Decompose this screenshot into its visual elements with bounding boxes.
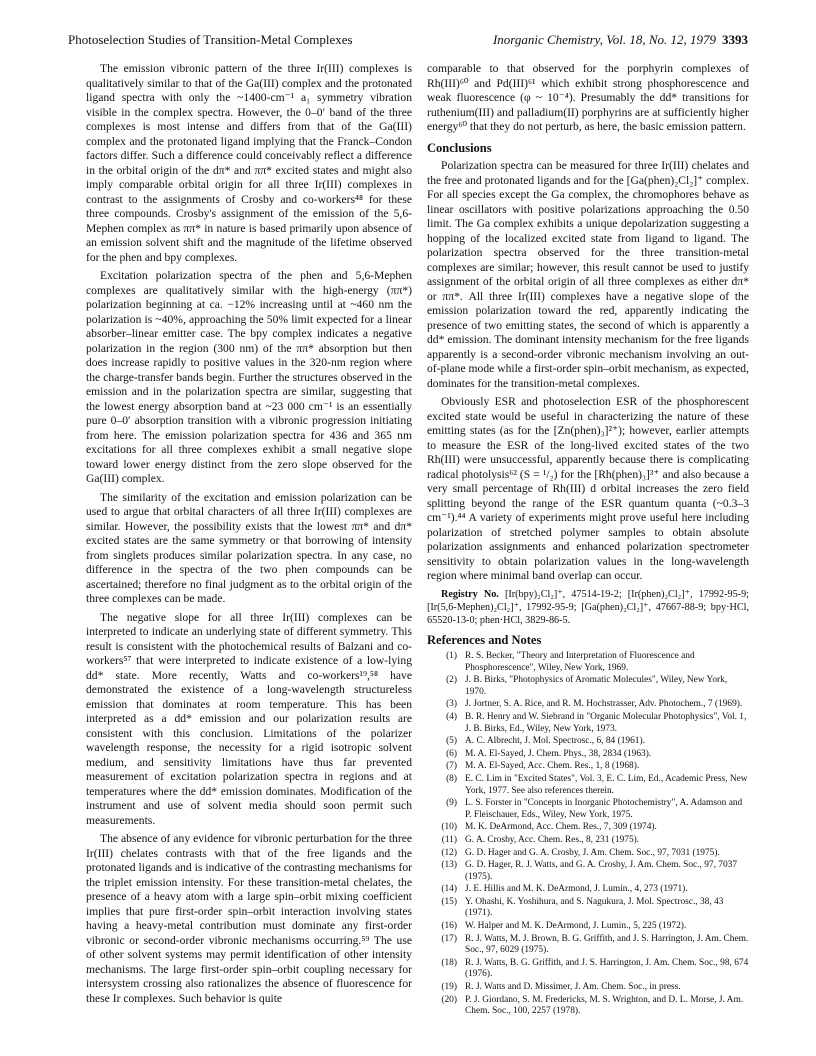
paragraph: Obviously ESR and photoselection ESR of the phosphorescent excited state would be useful in characterizing the nature of these emitting states (as for the [Zn(phen)₃]²⁺); however, earlier attempts to measure the ESR of the long-lived excited states of the two Rh(III) were unsuccessful, apparently because there is complicating radical photolysis⁶² (S = ¹/₂) for the [Rh(phen)₃]³⁺ and also because a very small percentage of Rh(III) d orbital increases the zero field splitting beyond the range of the ESR quantum quanta (~0.3–3 cm⁻¹).⁴⁴ A variety of experiments might prove useful here including polarization of stretched polymer samples to obtain absolute polarization assignments and enhanced polarization spectrometer sensitivity to obtain polarization values in the long-wavelength region where minimal band overlap can occur.: [427, 395, 749, 582]
reference-number: (1): [446, 651, 457, 661]
paragraph: Excitation polarization spectra of the phen and 5,6-Mephen complexes are qualitatively similar with the high-energy (ππ*) polarization beginning at ca. −12% increasing until at ~460 nm the polarization is ~40%, approaching the 50% limit expected for a linear absorber–linear emitter case. The bpy complex indicates a negative polarization in the region (300 nm) of the ππ* absorption but then does increase rapidly to positive values in the 320-nm region where the charge-transfer bands begin. Further the structures observed in the emission and in the polarization spectra are similar, suggesting that the lowest energy absorption band at ~23 000 cm⁻¹ is an essentially pure 0–0′ absorption transition with a vibronic progression initiating from here. The emission polarization spectra for 436 and 365 nm excitations for all three complexes exhibit a small negative slope toward lower energy distinct from the zero slope observed for the Ga(III) complex.: [86, 269, 412, 485]
right-column: [427, 62, 749, 1019]
reference-item: [427, 736, 749, 748]
reference-text: G. D. Hager, R. J. Watts, and G. A. Crosby, J. Am. Chem. Soc., 97, 7037 (1975).: [465, 860, 738, 882]
reference-text: Y. Ohashi, K. Yoshihura, and S. Nagukura, J. Mol. Spectrosc., 38, 43 (1971).: [465, 896, 724, 919]
reference-text: W. Halper and M. K. DeArmond, J. Lumin., 5, 225 (1972).: [465, 921, 687, 932]
reference-number: (8): [446, 773, 457, 784]
registry-text: [Ir(bpy)₂Cl₂]⁺, 47514-19-2; [Ir(phen)₂Cl₂]⁺, 17992-95-9; [Ir(5,6-Mephen)₂Cl₂]⁺, 17992-95-9; [Ga(phen)₂Cl₂]⁺, 47667-88-9; bpy·HCl, 65520-13-0; phen·HCl, 3829-86-5.: [427, 588, 749, 626]
registry-numbers: [427, 588, 749, 627]
paragraph: The negative slope for all three Ir(III) complexes can be interpreted to indicate an underlying state of different symmetry. This result is consistent with the photochemical results of Balzani and co-workers⁵⁷ that were interpreted to indicate existence of a low-lying dd* state. More recently, Watts and co-workers¹⁹,⁵⁸ have demonstrated the existence of a long-wavelength structureless emission that dominates at room temperature. This has been interpreted as a dd* emission and our polarization results are consistent with this conclusion. Limitations of the polarizer wavelength response, the necessity for a rigid isotropic solvent medium, and sensitivity limitations have thus far prevented measurement of excitation polarization spectra in regions and at temperatures where the dd* emission dominates. Modification of the instrument and use of solvent media should soon permit such measurements.: [86, 610, 412, 827]
reference-text: G. A. Crosby, Acc. Chem. Res., 8, 231 (1975).: [465, 834, 640, 845]
reference-text: M. A. El-Sayed, Acc. Chem. Res., 1, 8 (1968).: [465, 761, 640, 772]
reference-item: [427, 675, 749, 698]
reference-text: J. B. Birks, "Photophysics of Aromatic Molecules", Wiley, New York, 1970.: [465, 675, 728, 697]
reference-item: [427, 921, 749, 933]
paragraph: The similarity of the excitation and emission polarization can be used to argue that orbital characters of all three Ir(III) complexes are similar. However, the possibility exists that the lowest ππ* and dπ* excited states are the same symmetry or that borrowing of intensity from singlets produces similar polarization spectra. In any case, no difference in the spectra of the two phen compounds can be ascertained; therefore no final judgment as to the orbital origin of the three complexes can be made.: [86, 490, 412, 605]
reference-number: (17): [441, 933, 457, 944]
page-number: 3393: [722, 32, 748, 47]
reference-item: [427, 884, 749, 896]
reference-item: [427, 848, 749, 860]
reference-item: [427, 798, 749, 821]
left-column: [86, 62, 412, 1010]
paragraph: Polarization spectra can be measured for three Ir(III) chelates and the free and protonated ligands and for the [Ga(phen)₂Cl₂]⁺ complex. For all species except the Ga complex, the chromophores behave as linear oscillators with positive polarizations approaching the 0.50 limit. The Ga complex exhibits a unique depolarization suggesting a hopping of the localized excited state from ligand to ligand. The polarization spectra observed for the three transition-metal complexes are similar; however, this result cannot be used to justify assignment of the orbital origin of all three complexes as either dπ* or ππ*. All three Ir(III) complexes have a negative slope of the emission polarization toward the red, apparently indicating the presence of two emitting states, the second of which is apparently a dd* emission. The dominant intensity mechanism for the free ligands apparently is a second-order vibronic mechanism involving an out-of-plane mode while a first-order spin–orbit mechanism, as expected, dominates for the transition-metal complexes.: [427, 159, 749, 390]
reference-number: (13): [441, 860, 457, 871]
reference-number: (3): [446, 699, 457, 710]
reference-number: (20): [441, 994, 457, 1005]
paragraph: The emission vibronic pattern of the three Ir(III) complexes is qualitatively similar to that of the Ga(III) complex and the protonated ligand spectra with only the ~1400-cm⁻¹ a₁ symmetry vibration visible in the complex spectra. However, the 0–0′ band of the three complexes is most intense and differs from that of the Ga(III) complex and the protonated ligand implying that the Franck–Condon factors differ. Such a difference could conceivably reflect a difference in the orbital origin of the dπ* and ππ* excited states and might also imply comparable orbital origin for all three Ir(III) complexes in contrast to the assignments of Crosby and co-workers⁴⁸ for these three compounds. Crosby's assignment of the emission of the 5,6-Mephen complex as ππ* in nature is based primarily upon absence of an emission solvent shift and the magnitude of the lifetime observed for the phen and bpy complexes.: [86, 62, 412, 264]
reference-item: [427, 995, 749, 1018]
reference-item: [427, 958, 749, 981]
reference-number: (7): [446, 761, 457, 772]
reference-text: R. J. Watts, M. J. Brown, B. G. Griffith, and J. S. Harrington, J. Am. Chem. Soc., 97, 6029 (1975).: [465, 933, 749, 956]
reference-number: (4): [446, 711, 457, 722]
reference-item: [427, 897, 749, 920]
reference-number: (10): [441, 822, 457, 833]
reference-number: (6): [446, 748, 457, 759]
reference-number: (19): [441, 982, 457, 993]
reference-item: [427, 860, 749, 883]
reference-number: (18): [441, 957, 457, 968]
paragraph: The absence of any evidence for vibronic perturbation for the three Ir(III) chelates contrasts with that of the free ligands and the protonated ligands and is indicative of the contrasting mechanisms for the triplet emission intensity. For these transition-metal chelates, the presence of a heavy atom with a large spin–orbit mixing coefficient implies that pure first-order spin–orbit interaction involving states having a heavy-metal contribution must dominate any first-order vibronic or second-order vibronic mechanisms occurring.⁵⁹ The use of other solvent systems may permit identification of other intensity mechanisms. The large first-order spin–orbit coupling necessary for intersystem crossing also rationalizes the absence of fluorescence for these Ir complexes. Such behavior is quite: [86, 832, 412, 1005]
reference-number: (16): [441, 921, 457, 932]
conclusions-heading: Conclusions: [427, 140, 492, 155]
reference-item: [427, 651, 749, 674]
reference-text: R. S. Becker, "Theory and Interpretation of Fluorescence and Phosphorescence", Wiley, New York, 1969.: [465, 651, 695, 673]
reference-item: [427, 761, 749, 773]
reference-number: (9): [446, 798, 457, 809]
reference-number: (2): [446, 675, 457, 686]
reference-item: [427, 749, 749, 761]
journal-name: Inorganic Chemistry, Vol. 18, No. 12, 1979: [492, 32, 716, 47]
page-header: [68, 32, 748, 52]
reference-text: B. R. Henry and W. Siebrand in "Organic Molecular Photophysics", Vol. 1, J. B. Birks, Ed., Wiley, New York, 1973.: [465, 711, 747, 734]
reference-text: M. K. DeArmond, Acc. Chem. Res., 7, 309 (1974).: [465, 822, 657, 833]
reference-item: [427, 934, 749, 957]
reference-item: [427, 699, 749, 711]
reference-text: J. E. Hillis and M. K. DeArmond, J. Lumin., 4, 273 (1971).: [465, 884, 688, 895]
reference-text: P. J. Giordano, S. M. Fredericks, M. S. Wrighton, and D. L. Morse, J. Am. Chem. Soc., 100, 2257 (1978).: [465, 994, 744, 1017]
reference-number: (5): [446, 736, 457, 747]
reference-text: J. Jortner, S. A. Rice, and R. M. Hochstrasser, Adv. Photochem., 7 (1969).: [465, 699, 743, 710]
running-title: Photoselection Studies of Transition-Metal Complexes: [68, 32, 353, 47]
reference-text: R. J. Watts, B. G. Griffith, and J. S. Harrington, J. Am. Chem. Soc., 98, 674 (1976).: [465, 957, 749, 980]
reference-text: M. A. El-Sayed, J. Chem. Phys., 38, 2834 (1963).: [465, 748, 652, 759]
reference-text: E. C. Lim in "Excited States", Vol. 3, E. C. Lim, Ed., Academic Press, New York, 1977. See also references therein.: [465, 773, 748, 796]
paragraph-continuation: comparable to that observed for the porphyrin complexes of Rh(III)⁶⁰ and Pd(III)⁶¹ which exhibit strong phosphorescence and weak fluorescence (φ ~ 10⁻⁴). Presumably the dd* transitions for ruthenium(III) and palladium(II) porphyrins are at sufficiently higher energy⁶⁰ that they do not perturb, as here, the basic emission pattern.: [427, 62, 749, 133]
registry-label: Registry No.: [441, 588, 499, 600]
reference-text: L. S. Forster in "Concepts in Inorganic Photochemistry", A. Adamson and P. Fleischauer, Eds., Wiley, New York, 1975.: [465, 798, 743, 820]
reference-text: G. D. Hager and G. A. Crosby, J. Am. Chem. Soc., 97, 7031 (1975).: [465, 847, 720, 858]
reference-item: [427, 822, 749, 834]
reference-number: (12): [441, 847, 457, 858]
reference-number: (14): [441, 884, 457, 895]
references-heading: References and Notes: [427, 632, 542, 647]
reference-number: (11): [441, 834, 457, 845]
reference-item: [427, 712, 749, 735]
reference-item: [427, 835, 749, 847]
reference-item: [427, 774, 749, 797]
journal-citation: [493, 32, 748, 48]
reference-text: R. J. Watts and D. Missimer, J. Am. Chem. Soc., in press.: [465, 982, 681, 993]
reference-number: (15): [441, 896, 457, 907]
references-list: [427, 651, 749, 1018]
reference-text: A. C. Albrecht, J. Mol. Spectrosc., 6, 84 (1961).: [465, 736, 645, 747]
reference-item: [427, 982, 749, 994]
